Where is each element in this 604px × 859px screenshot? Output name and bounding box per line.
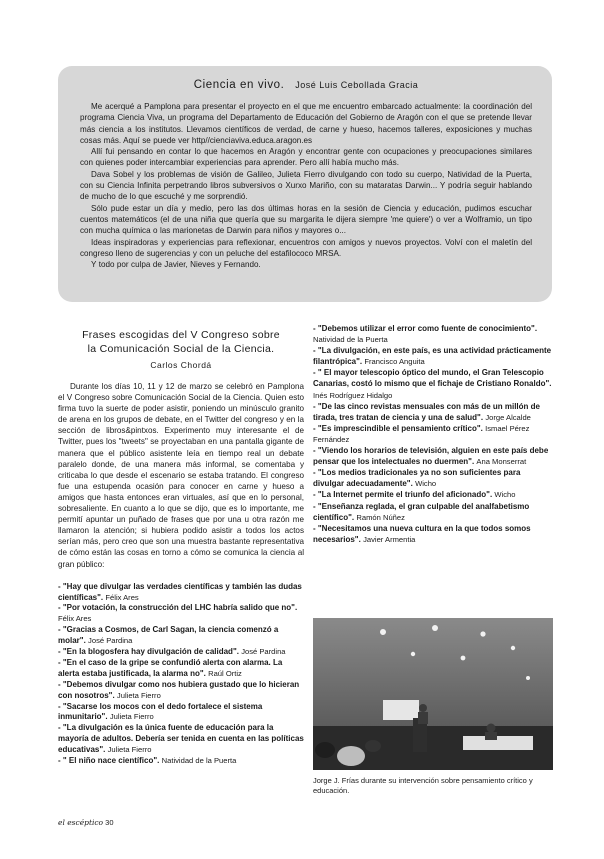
quote-item [58, 702, 304, 724]
quote-text: - "En la blogosfera hay divulgación de calidad". [58, 647, 239, 657]
quote-item [313, 345, 553, 367]
magazine-brand: el escéptico [58, 818, 104, 827]
quote-text: - "La divulgación, en este país, es una actividad prácticamente filantrópica". [313, 346, 552, 367]
quote-author: Julieta Fierro [116, 690, 161, 700]
page-number: 30 [105, 818, 114, 827]
quote-text: - "Los medios tradicionales ya no son suficientes para divulgar adecuadamente". [313, 468, 521, 489]
box-heading [80, 79, 532, 91]
quote-author: Julieta Fierro [109, 712, 154, 722]
quote-text: - " El niño nace científico". [58, 756, 160, 766]
box-paragraph: Y todo por culpa de Javier, Nieves y Fernando. [91, 260, 261, 270]
quote-item [313, 489, 553, 500]
quote-author: Francisco Anguita [364, 357, 425, 367]
quote-author: Wicho [494, 490, 516, 500]
quote-author: José Pardina [88, 636, 133, 646]
article-author: Carlos Chordá [150, 360, 212, 370]
quote-author: Wicho [415, 479, 437, 489]
quote-text: - "Es imprescindible el pensamiento crítico". [313, 423, 483, 433]
article-title [58, 328, 304, 356]
quote-author: Javier Armentia [363, 534, 416, 544]
quote-item [313, 501, 553, 523]
quote-text: - "Hay que divulgar las verdades científicas y también las dudas científicas". [58, 581, 302, 602]
quote-item [58, 658, 304, 680]
quote-author: Inés Rodríguez Hidalgo [313, 390, 393, 400]
box-paragraph: Me acerqué a Pamplona para presentar el proyecto en el que me encuentro embarcado actualmente: la coordinación del programa Ciencia Viva, un programa del Departamento de Educación del Gobierno de Aragón con el que se pretende llevar más ciencia a los institutos. Llevamos científicos de verdad, de carne y hueso, hacemos talleres, exposiciones y muchas cosas más. Aquí se puede ver http//cienciaviva.educa.aragon.es [80, 102, 532, 145]
conference-photo [313, 618, 553, 770]
quote-author: José Pardina [241, 647, 286, 657]
quote-text: - "Debemos utilizar el error como fuente de conocimiento". [313, 324, 538, 333]
quote-item [58, 647, 304, 658]
quote-author: Félix Ares [58, 614, 92, 624]
quote-author: Julieta Fierro [107, 745, 152, 755]
quote-item [58, 680, 304, 702]
quote-item [313, 523, 553, 545]
quote-item [313, 423, 553, 445]
quote-text: - "Sacarse los mocos con el dedo fortalece el sistema inmunitario". [58, 701, 263, 722]
quote-text: - "Gracias a Cosmos, de Carl Sagan, la ciencia comenzó a molar". [58, 625, 279, 646]
quote-text: - "La Internet permite el triunfo del aficionado". [313, 490, 493, 500]
box-title: Ciencia en vivo. [193, 79, 285, 91]
ciencia-en-vivo-box [58, 66, 552, 302]
quote-author: Jorge Alcalde [485, 412, 531, 422]
box-paragraph: Ideas inspiradoras y experiencias para reflexionar, encuentros con amigos y nuevos proyectos. Volví con el maletín del congreso lleno de sugerencias y con un peluche del estafilococo MRSA. [80, 237, 532, 258]
quote-item [313, 367, 553, 400]
quote-item [313, 445, 553, 467]
box-paragraph: Allí fui pensando en contar lo que hacemos en Aragón y encontrar gente con ocupaciones y preocupaciones similares con quienes poder intercambiar experiencias para aprender. Pero allí había mucho más. [80, 147, 532, 168]
quote-text: - "Debemos divulgar como nos hubiera gustado que lo hicieran con nosotros". [58, 679, 300, 700]
quote-text: - "En el caso de la gripe se confundió alerta con alarma. La alerta estaba justificada, la alarma no". [58, 657, 283, 678]
box-author: José Luis Cebollada Gracia [295, 80, 419, 90]
quote-item [58, 756, 304, 767]
quote-author: Ramón Núñez [356, 512, 405, 522]
quote-author: Natividad de la Puerta [161, 756, 237, 766]
article-title-line: Frases escogidas del V Congreso sobre [82, 329, 280, 341]
conference-photo-illustration [313, 618, 553, 770]
quote-text: - "Necesitamos una nueva cultura en la que todos somos necesarios". [313, 523, 531, 544]
quote-text: - "Enseñanza reglada, el gran culpable del analfabetismo científico". [313, 501, 530, 522]
quote-text: - "Viendo los horarios de televisión, alguien en este país debe pensar que los intelectuales no duermen". [313, 446, 549, 467]
article-title-line: la Comunicación Social de la Ciencia. [87, 343, 275, 355]
quote-text: - "Por votación, la construcción del LHC habría salido que no". [58, 603, 298, 613]
quote-item [58, 625, 304, 647]
quote-item [58, 582, 304, 604]
page-footer [58, 818, 114, 827]
left-column [58, 328, 304, 767]
quote-author: Natividad de la Puerta [313, 335, 388, 345]
quote-text: - "De las cinco revistas mensuales con más de un millón de tirada, tres tratan de ciencia y una de salud". [313, 401, 540, 422]
quote-author: Ana Monserrat [476, 457, 527, 467]
quote-item [313, 401, 553, 423]
photo-caption: Jorge J. Frías durante su intervención sobre pensamiento crítico y educación. [313, 776, 533, 795]
quote-text: - " El mayor telescopio óptico del mundo, el Gran Telescopio Canarias, costó lo mismo que el fichaje de Cristiano Ronaldo". [313, 368, 552, 389]
quote-text: - "La divulgación es la única fuente de educación para la mayoría de adultos. Debería ser tenida en cuenta en las políticas educativas". [58, 723, 304, 755]
quote-item [58, 603, 304, 625]
quote-author: Ismael Pérez Fernández [313, 423, 530, 444]
quote-author: Félix Ares [105, 592, 139, 602]
box-paragraph: Dava Sobel y los problemas de visión de Galileo, Julieta Fierro divulgando con todo su cuerpo, Natividad de la Puerta, con su Ciencia Infinita perpetrando libros subversivos o Xurxo Mariño, con su mataratas Darwin... Y podría seguir hablando de mucho de lo que escuché y me sorprendió. [80, 169, 532, 202]
quote-item [58, 723, 304, 756]
quote-item [313, 323, 553, 345]
box-paragraph: Sólo pude estar un día y medio, pero las dos últimas horas en la sesión de Ciencia y educación, pudimos escuchar cuentos matemáticos (el de una niña que quería que su margarita le dijera siempre 'me quiere') o ver a Wolframio, un tipo con mucha química o las marionetas de Darwin para niños y mayores o... [80, 203, 532, 236]
quote-item [313, 467, 553, 489]
quote-list-left [58, 582, 304, 767]
article-intro: Durante los días 10, 11 y 12 de marzo se celebró en Pamplona el V Congreso sobre Comunicación Social de la Ciencia. Quien esto firma tuvo la suerte de poder asistir, poniendo un minúsculo granito de arena en los grupos de debate, en el Twitter del congreso y en la sección de libros&pintxos. Experimento muy interesante el de Twitter, pues los "tweets" se proyectaban en una pantalla gigante de manera que el público asistente leía en tiempo real un debate paralelo donde, de una manera más informal, se comentaba y criticaba lo que desde el escenario se estaba tratando. El congreso fue una estupenda ocasión para conocer en carne y hueso a amigos que hasta entonces eran virtuales, así que en lo personal, sobresaliente. En cuanto a lo que se dijo, que es lo importante, me permití apuntar un puñado de frases que por una u otra razón me llamaron la atención; si hubiera podido asistir a todos los actos serían más, pero creo que son una muestra bastante representativa de cómo están las cosas en torno a cómo se comunica la ciencia al gran público: [58, 382, 304, 569]
quote-author: Raúl Ortiz [208, 668, 242, 678]
quote-list-right [313, 323, 553, 545]
